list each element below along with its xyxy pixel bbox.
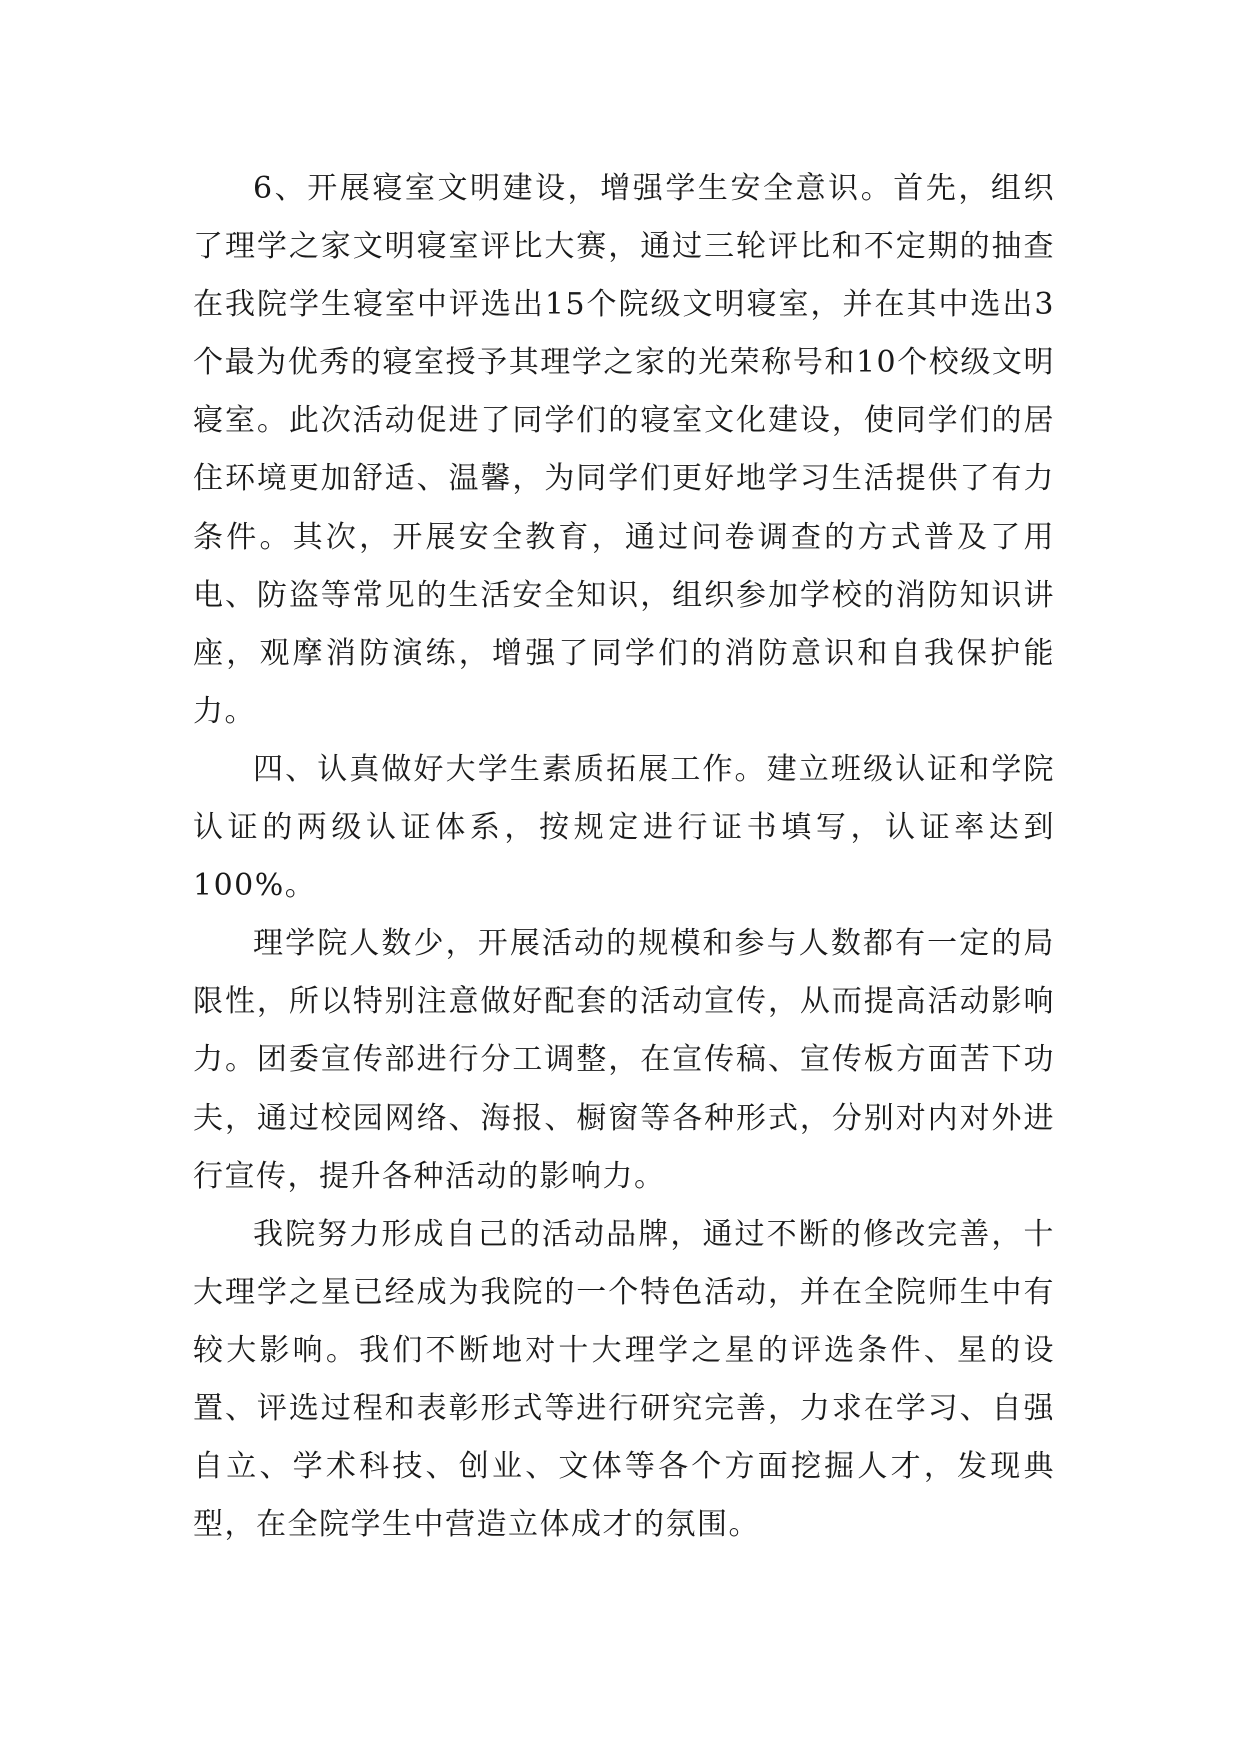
- paragraph-quality-development: 四、认真做好大学生素质拓展工作。建立班级认证和学院认证的两级认证体系，按规定进行证书填写，认证率达到100%。: [193, 751, 1055, 904]
- document-body: [193, 160, 1055, 1554]
- paragraph-activity-brand: 我院努力形成自己的活动品牌，通过不断的修改完善，十大理学之星已经成为我院的一个特色活动，并在全院师生中有较大影响。我们不断地对十大理学之星的评选条件、星的设置、评选过程和表彰形式等进行研究完善，力求在学习、自强自立、学术科技、创业、文体等各个方面挖掘人才，发现典型，在全院学生中营造立体成才的氛围。: [193, 1216, 1055, 1543]
- paragraph-dormitory-safety: 6、开展寝室文明建设，增强学生安全意识。首先，组织了理学之家文明寝室评比大赛，通过三轮评比和不定期的抽查在我院学生寝室中评选出15个院级文明寝室，并在其中选出3个最为优秀的寝室授予其理学之家的光荣称号和10个校级文明寝室。此次活动促进了同学们的寝室文化建设，使同学们的居住环境更加舒适、温馨，为同学们更好地学习生活提供了有力条件。其次，开展安全教育，通过问卷调查的方式普及了用电、防盗等常见的生活安全知识，组织参加学校的消防知识讲座，观摩消防演练，增强了同学们的消防意识和自我保护能力。: [193, 171, 1055, 729]
- paragraph-publicity: 理学院人数少，开展活动的规模和参与人数都有一定的局限性，所以特别注意做好配套的活动宣传，从而提高活动影响力。团委宣传部进行分工调整，在宣传稿、宣传板方面苦下功夫，通过校园网络、海报、橱窗等各种形式，分别对内对外进行宣传，提升各种活动的影响力。: [193, 926, 1055, 1194]
